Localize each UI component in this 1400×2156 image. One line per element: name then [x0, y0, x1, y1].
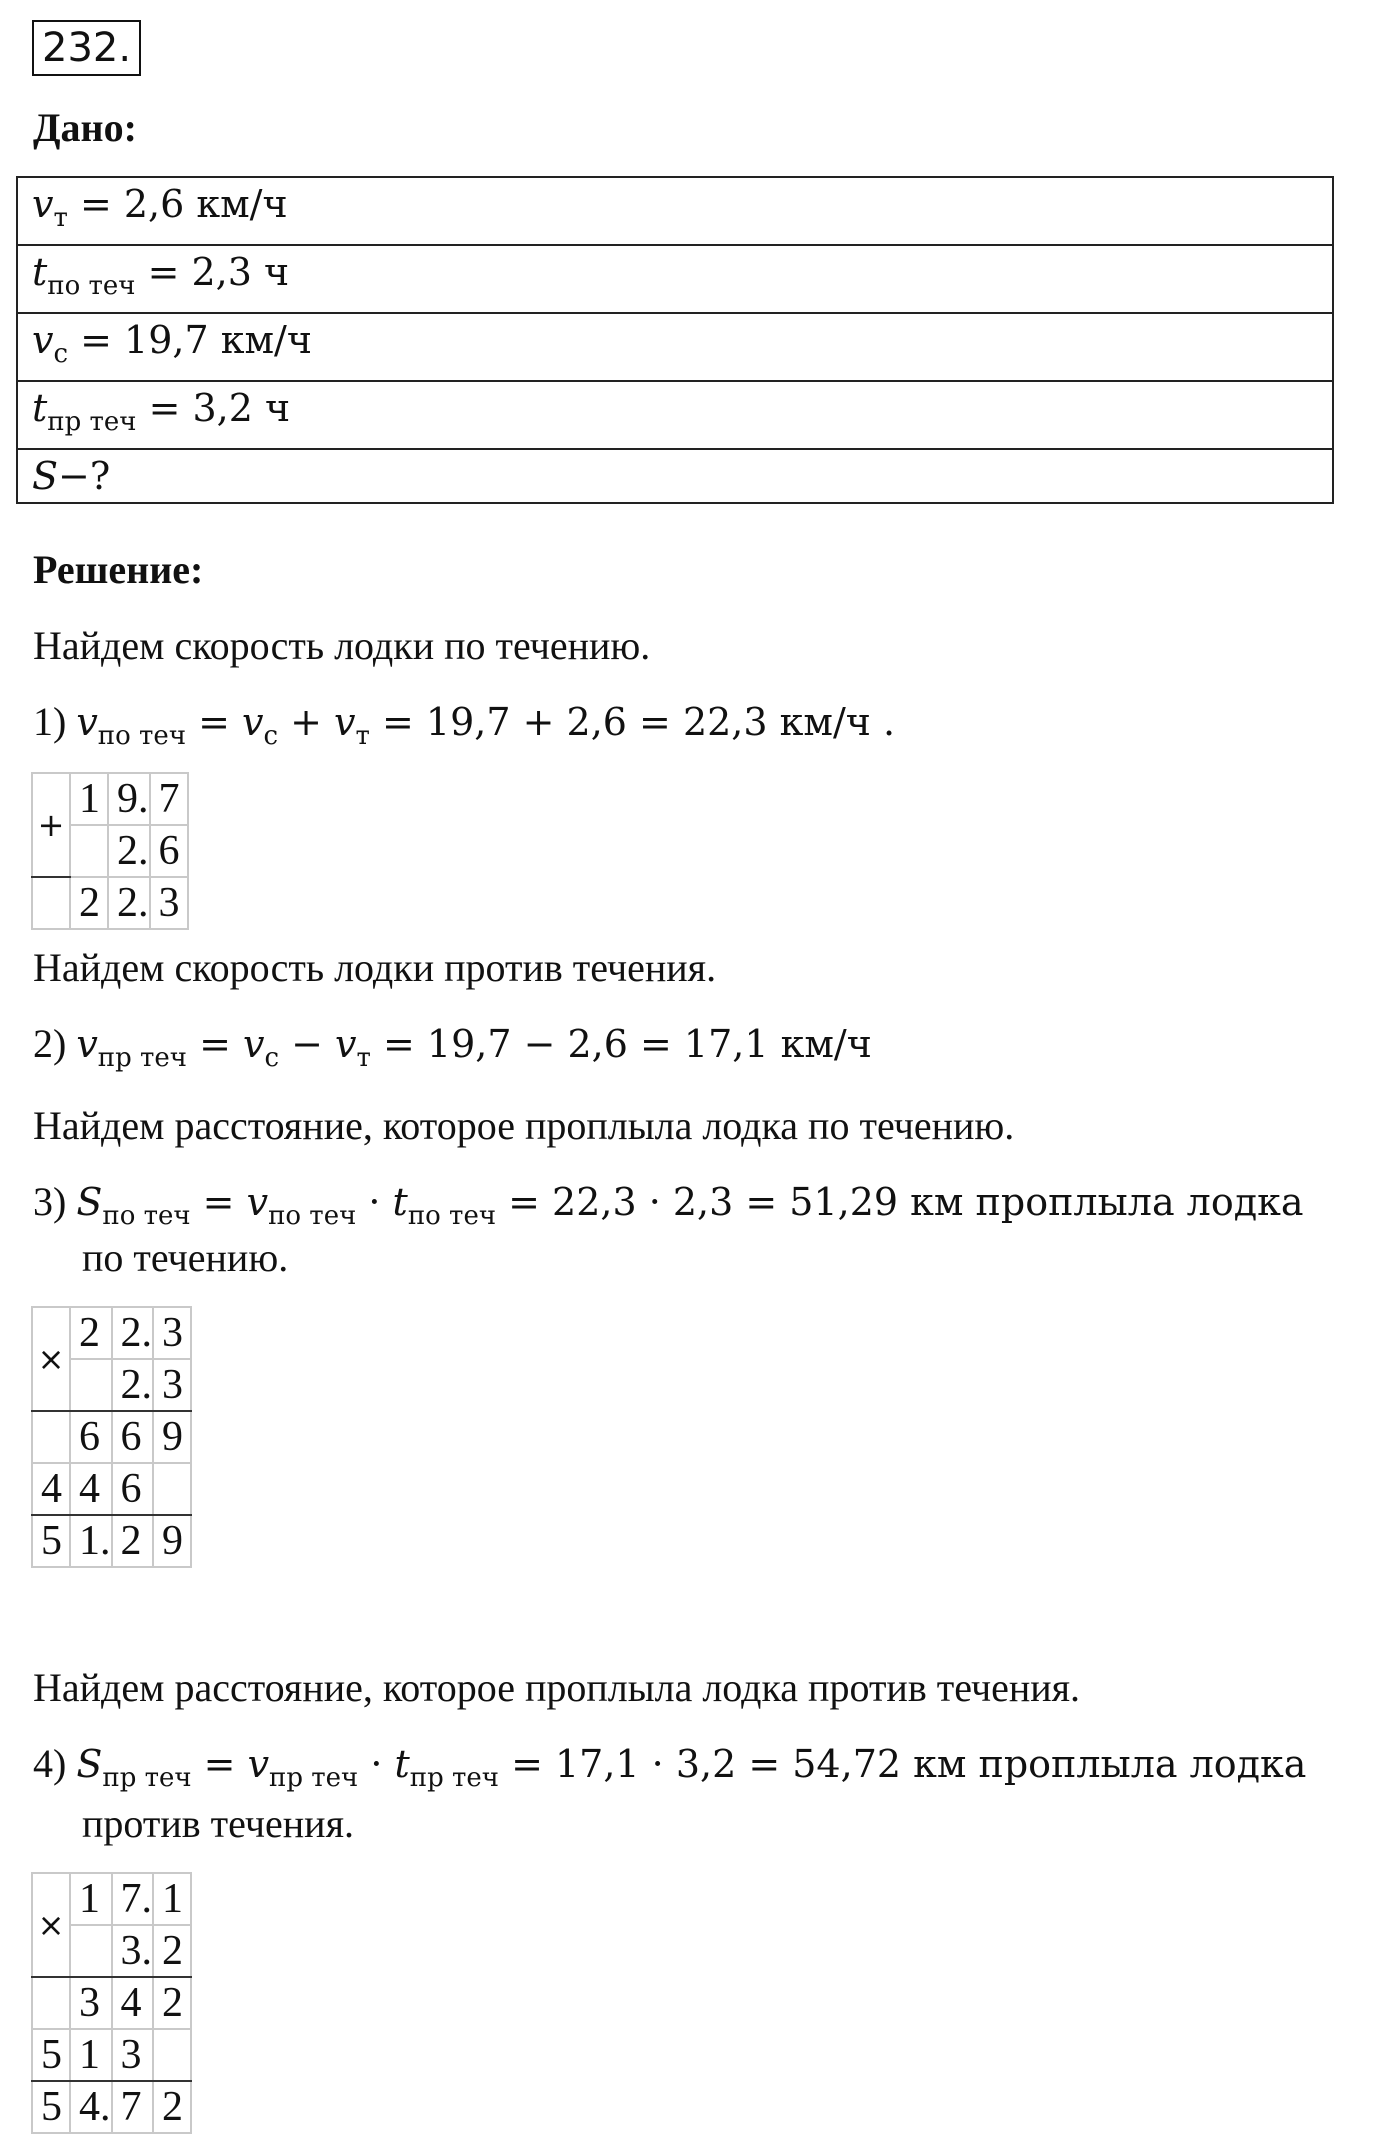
given-subscript: пр теч — [47, 407, 137, 437]
digit: 3 — [150, 877, 188, 929]
multiplication-column-1 — [31, 1306, 192, 1568]
given-symbol: v — [32, 182, 54, 226]
digit: 9 — [153, 1515, 191, 1567]
given-subscript: с — [53, 339, 69, 369]
digit: 1 — [70, 1873, 112, 1925]
digit: 7 — [112, 2081, 154, 2133]
given-row — [17, 381, 1333, 449]
digit: 2. — [112, 1359, 154, 1411]
digit: 6 — [112, 1463, 154, 1515]
digit: 3 — [153, 1307, 191, 1359]
step3-equation: 3) $S_{по теч} = v_{по теч} \cdot t_{по теч} = 22,3 \cdot 2,3 = 51,29$ км проплыла лодка — [33, 1179, 1304, 1231]
step2-equation: 2) $v_{пр теч} = v_c - v_т = 19,7 - 2,6 = 17,1$ км/ч — [33, 1021, 872, 1073]
digit: 2 — [153, 2081, 191, 2133]
given-row — [17, 313, 1333, 381]
step4-text: Найдем расстояние, которое проплыла лодка против течения. — [33, 1665, 1081, 1710]
step4-equation: 4) $S_{пр теч} = v_{пр теч} \cdot t_{пр теч} = 17,1 \cdot 3,2 = 54,72$ км проплыла лодка — [33, 1741, 1307, 1793]
given-symbol: v — [32, 318, 54, 362]
given-table — [16, 176, 1334, 504]
digit: 2 — [70, 877, 108, 929]
digit: 6 — [70, 1411, 112, 1463]
digit: 5 — [32, 2029, 70, 2081]
step3-text: Найдем расстояние, которое проплыла лодка по течению. — [33, 1103, 1015, 1148]
digit — [70, 1925, 112, 1977]
digit: 9. — [108, 773, 150, 825]
digit: 4 — [70, 1463, 112, 1515]
digit: 3 — [153, 1359, 191, 1411]
digit: 1 — [153, 1873, 191, 1925]
given-row — [17, 245, 1333, 313]
digit: 3 — [112, 2029, 154, 2081]
digit: 3. — [112, 1925, 154, 1977]
given-value: −? — [58, 454, 111, 498]
step1-equation: 1) $v_{по теч} = v_c + v_т = 19,7 + 2,6 = 22,3$ км/ч . — [33, 699, 896, 751]
given-symbol: t — [32, 386, 48, 430]
given-row — [17, 449, 1333, 503]
digit: 1 — [70, 2029, 112, 2081]
given-subscript: по теч — [47, 271, 136, 301]
digit: 2 — [112, 1515, 154, 1567]
given-symbol: t — [32, 250, 48, 294]
given-value: = 2,6 км/ч — [67, 182, 288, 226]
digit: 2 — [153, 1977, 191, 2029]
digit — [70, 825, 108, 877]
step4-continuation: против течения. — [82, 1801, 354, 1846]
digit: 2. — [112, 1307, 154, 1359]
solution-heading: Решение: — [33, 547, 204, 592]
digit: 2. — [108, 877, 150, 929]
digit: 4. — [70, 2081, 112, 2133]
given-value: = 19,7 км/ч — [68, 318, 312, 362]
step3-continuation: по течению. — [82, 1235, 289, 1280]
digit — [153, 2029, 191, 2081]
times-sign: × — [32, 1873, 70, 1977]
given-value: = 2,3 ч — [135, 250, 290, 294]
digit — [70, 1359, 112, 1411]
digit: 4 — [32, 1463, 70, 1515]
given-value: = 3,2 ч — [136, 386, 291, 430]
digit: 2 — [153, 1925, 191, 1977]
problem-number: 232. — [32, 20, 141, 76]
digit: 9 — [153, 1411, 191, 1463]
digit: 1 — [70, 773, 108, 825]
step1-text: Найдем скорость лодки по течению. — [33, 623, 651, 668]
digit: 2 — [70, 1307, 112, 1359]
digit: 5 — [32, 1515, 70, 1567]
digit: 1. — [70, 1515, 112, 1567]
given-symbol: S — [32, 454, 59, 498]
digit: 7. — [112, 1873, 154, 1925]
plus-sign: + — [32, 773, 70, 877]
step2-text: Найдем скорость лодки против течения. — [33, 945, 717, 990]
digit: 2. — [108, 825, 150, 877]
digit: 7 — [150, 773, 188, 825]
digit: 3 — [70, 1977, 112, 2029]
multiplication-column-2 — [31, 1872, 192, 2134]
times-sign: × — [32, 1307, 70, 1411]
addition-column — [31, 772, 189, 930]
digit — [153, 1463, 191, 1515]
digit: 5 — [32, 2081, 70, 2133]
digit: 6 — [150, 825, 188, 877]
given-heading: Дано: — [33, 105, 137, 150]
digit: 6 — [112, 1411, 154, 1463]
given-row — [17, 177, 1333, 245]
given-subscript: т — [53, 203, 68, 233]
digit: 4 — [112, 1977, 154, 2029]
